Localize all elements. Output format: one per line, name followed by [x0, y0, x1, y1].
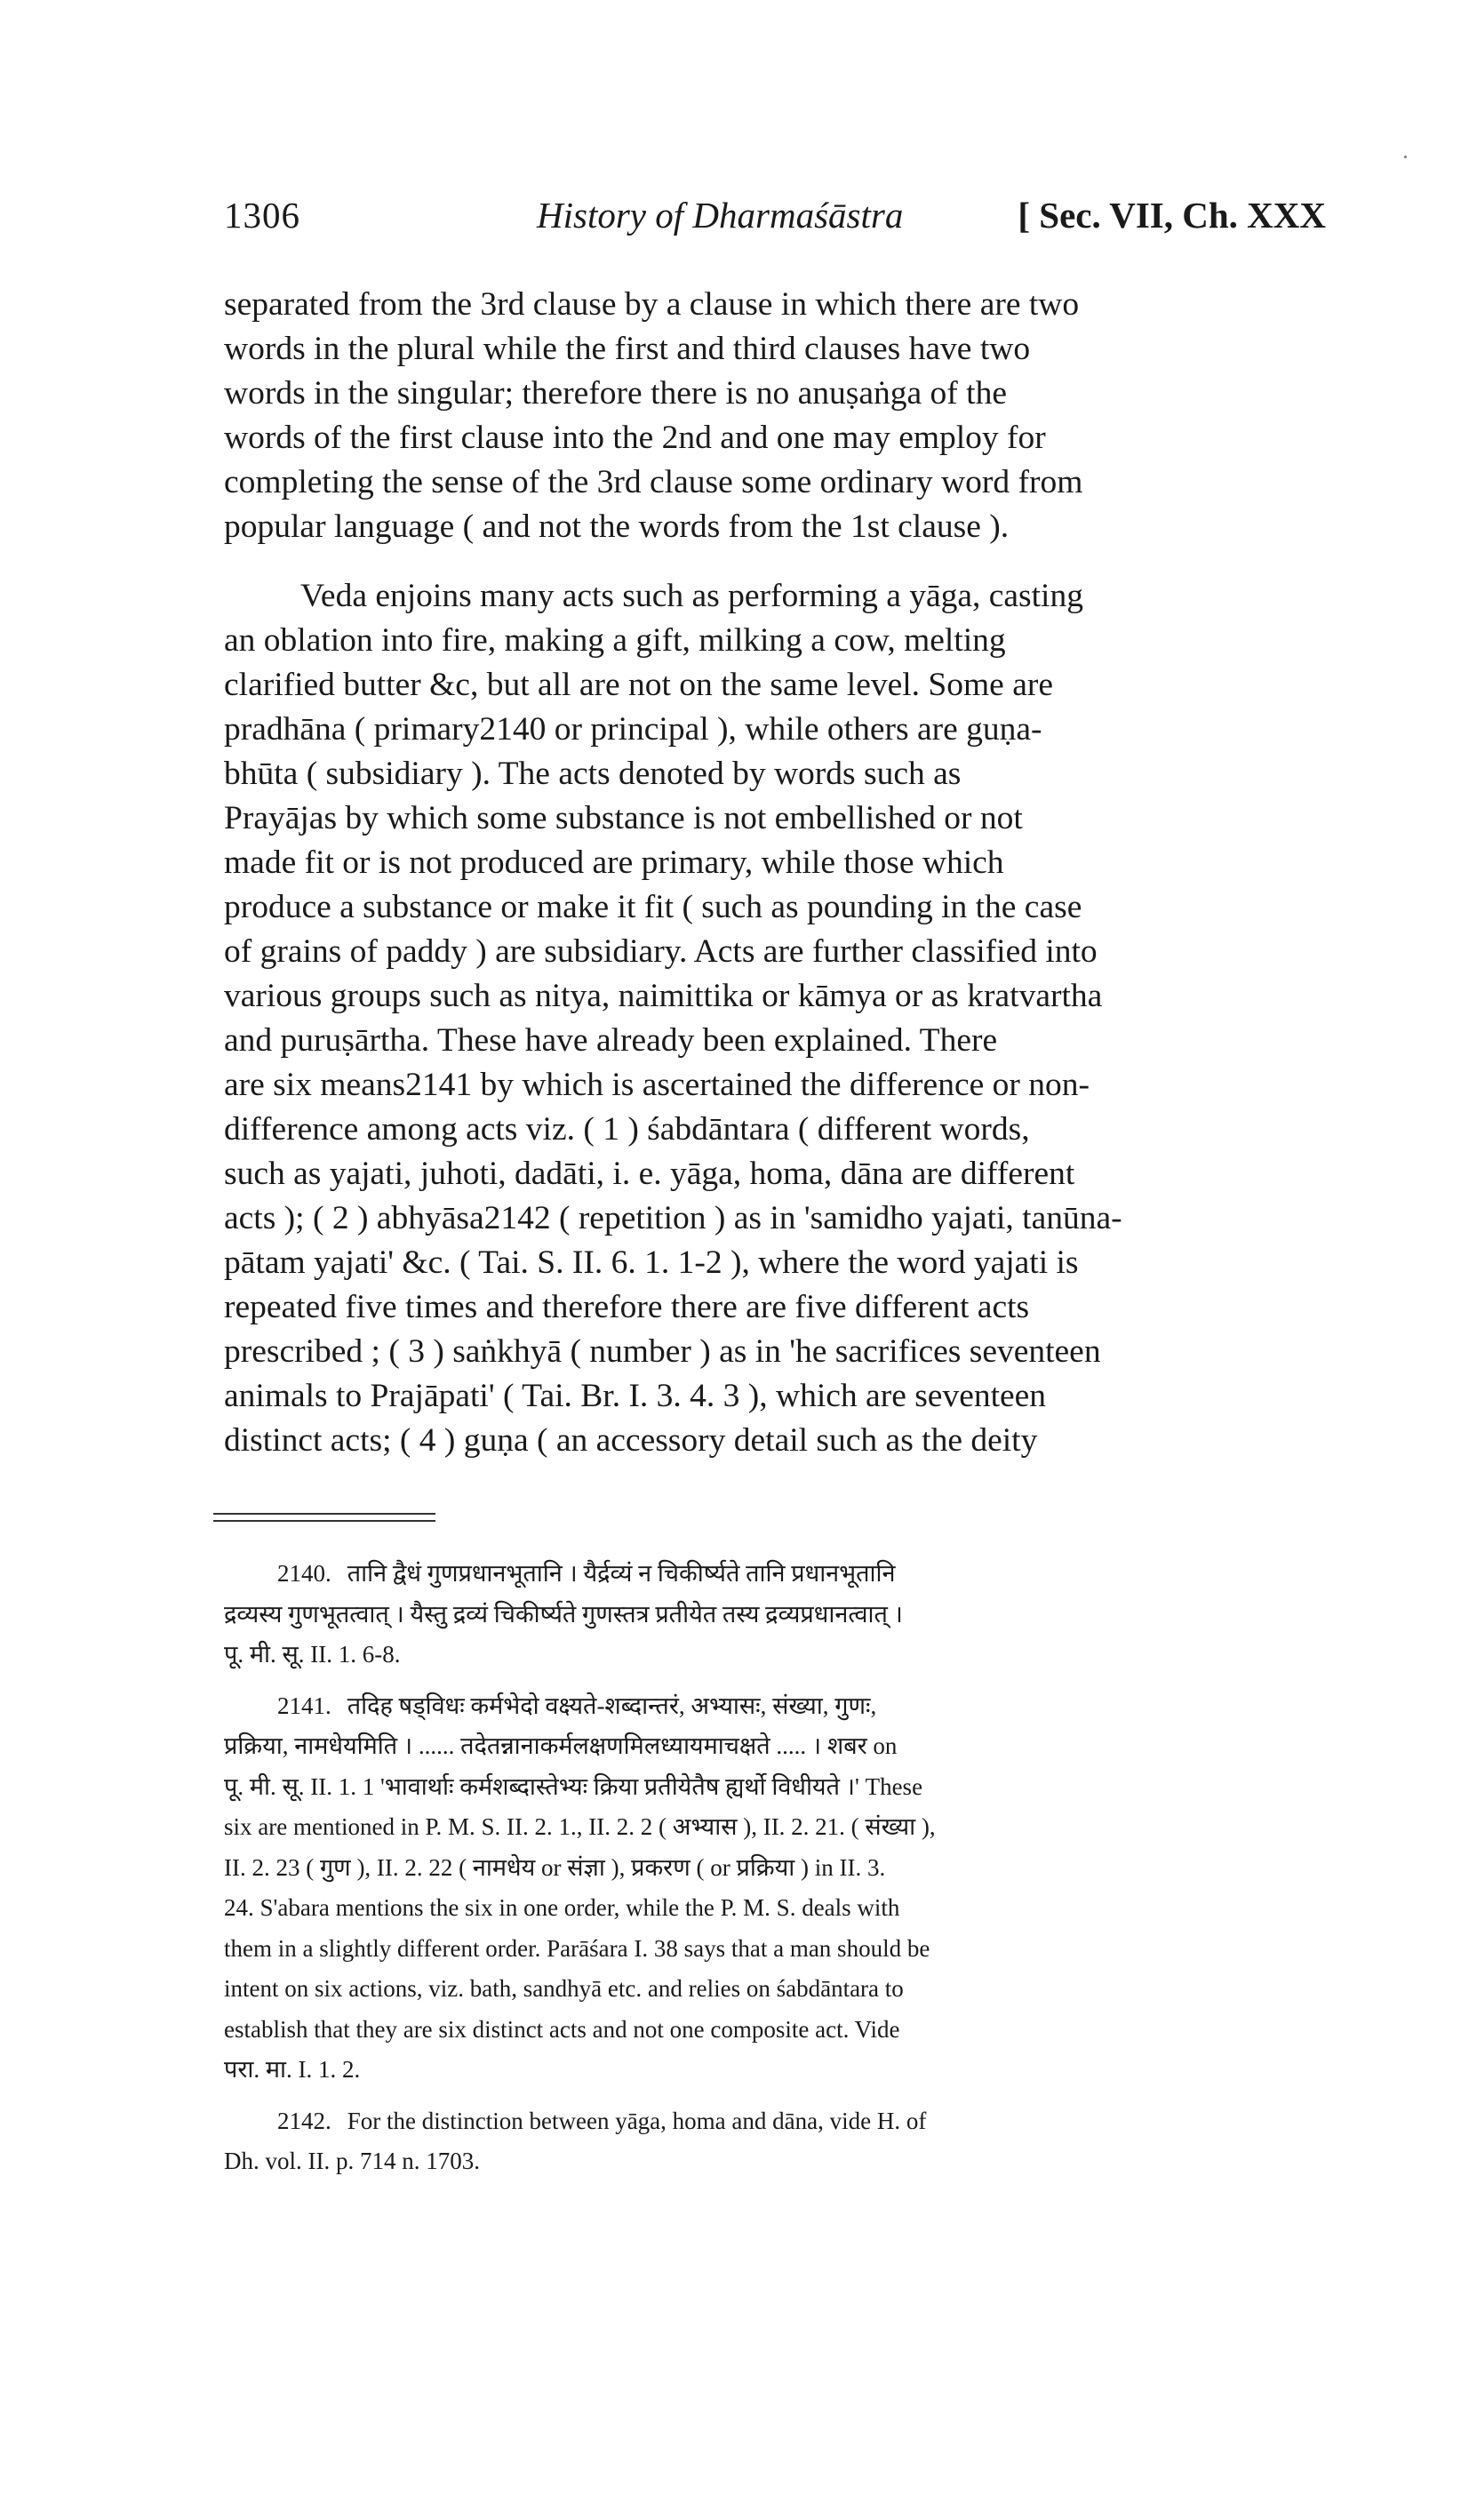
footnote-text: तानि द्वैधं गुणप्रधानभूतानि । यैर्द्रव्यं न चिकीर्ष्यते तानि प्रधानभूतानि द्रव्यस्य गुणभूतत्वात् । यैस्तु द्रव्यं चिकीर्ष्यते गुणस्तत्र प्रतीयेत तस्य द्रव्यप्रधानत्वात् । पू. मी. सू. II. 1. 6-8.: [224, 1560, 903, 1668]
footnote-separator-rule: [213, 1513, 435, 1522]
running-title: History of Dharmaśāstra: [537, 195, 904, 236]
footnote-2141: [224, 1686, 1280, 2091]
footnote-label: 2142.: [277, 2107, 331, 2134]
footnote-2140: [224, 1554, 1280, 1676]
footnote-label: 2141.: [277, 1692, 331, 1719]
footnote-label: 2140.: [277, 1560, 331, 1587]
section-reference: [ Sec. VII, Ch. XXX: [1018, 195, 1326, 236]
footnotes: [224, 1554, 1280, 2182]
page-number: 1306: [224, 195, 300, 236]
main-text: [224, 283, 1280, 1463]
scan-speck: [1404, 156, 1407, 158]
paragraph-2: Veda enjoins many acts such as performing a yāga, casting an oblation into fire, making a gift, milking a cow, melting clarified butter &c, but all are not on the same level. Some are pradhāna ( primary2140 or principal ), while others are guṇa- bhūta ( subsidiary ). The acts denoted by words such as Prayājas by which some substance is not embellished or not made fit or is not produced are primary, while those which produce a substance or make it fit ( such as pounding in the case of grains of paddy ) are subsidiary. Acts are further classified into various groups such as nitya, naimittika or kāmya or as kratvartha and puruṣārtha. These have already been explained. There are six means2141 by which is ascertained the difference or non- difference among acts viz. ( 1 ) śabdāntara ( different words, such as yajati, juhoti, dadāti, i. e. yāga, homa, dāna are different acts ); ( 2 ) abhyāsa2142 ( repetition ) as in 'samidho yajati, tanūna- pātam yajati' &c. ( Tai. S. II. 6. 1. 1-2 ), where the word yajati is repeated five times and therefore there are five different acts prescribed ; ( 3 ) saṅkhyā ( number ) as in 'he sacrifices seventeen animals to Prajāpati' ( Tai. Br. I. 3. 4. 3 ), which are seventeen distinct acts; ( 4 ) guṇa ( an accessory detail such as the deity: [224, 578, 1122, 1459]
footnote-text: तदिह षड्विधः कर्मभेदो वक्ष्यते-शब्दान्तरं, अभ्यासः, संख्या, गुणः, प्रक्रिया, नामधेयमिति । ...... तदेतन्नानाकर्मलक्षणमिलध्यायमाचक्षते ..... । शबर on पू. मी. सू. II. 1. 1 'भावार्थाः कर्मशब्दास्तेभ्यः क्रिया प्रतीयेतैष ह्यर्थो विधीयते ।' These six are mentioned in P. M. S. II. 2. 1., II. 2. 2 ( अभ्यास ), II. 2. 21. ( संख्या ), II. 2. 23 ( गुण ), II. 2. 22 ( नामधेय or संज्ञा ), प्रकरण ( or प्रक्रिया ) in II. 3. 24. S'abara mentions the six in one order, while the P. M. S. deals with them in a slightly different order. Parāśara I. 38 says that a man should be intent on six actions, viz. bath, sandhyā etc. and relies on śabdāntara to establish that they are six distinct acts and not one composite act. Vide परा. मा. I. 1. 2.: [224, 1692, 936, 2083]
footnote-2142: [224, 2101, 1280, 2182]
footnote-text: For the distinction between yāga, homa and dāna, vide H. of Dh. vol. II. p. 714 n. 1703.: [224, 2107, 927, 2174]
page-header: [224, 194, 1326, 247]
paragraph-1: separated from the 3rd clause by a clause in which there are two words in the plural while the first and third clauses have two words in the singular; therefore there is no anuṣaṅga of the words of the first clause into the 2nd and one may employ for completing the sense of the 3rd clause some ordinary word from popular language ( and not the words from the 1st clause ).: [224, 286, 1083, 545]
